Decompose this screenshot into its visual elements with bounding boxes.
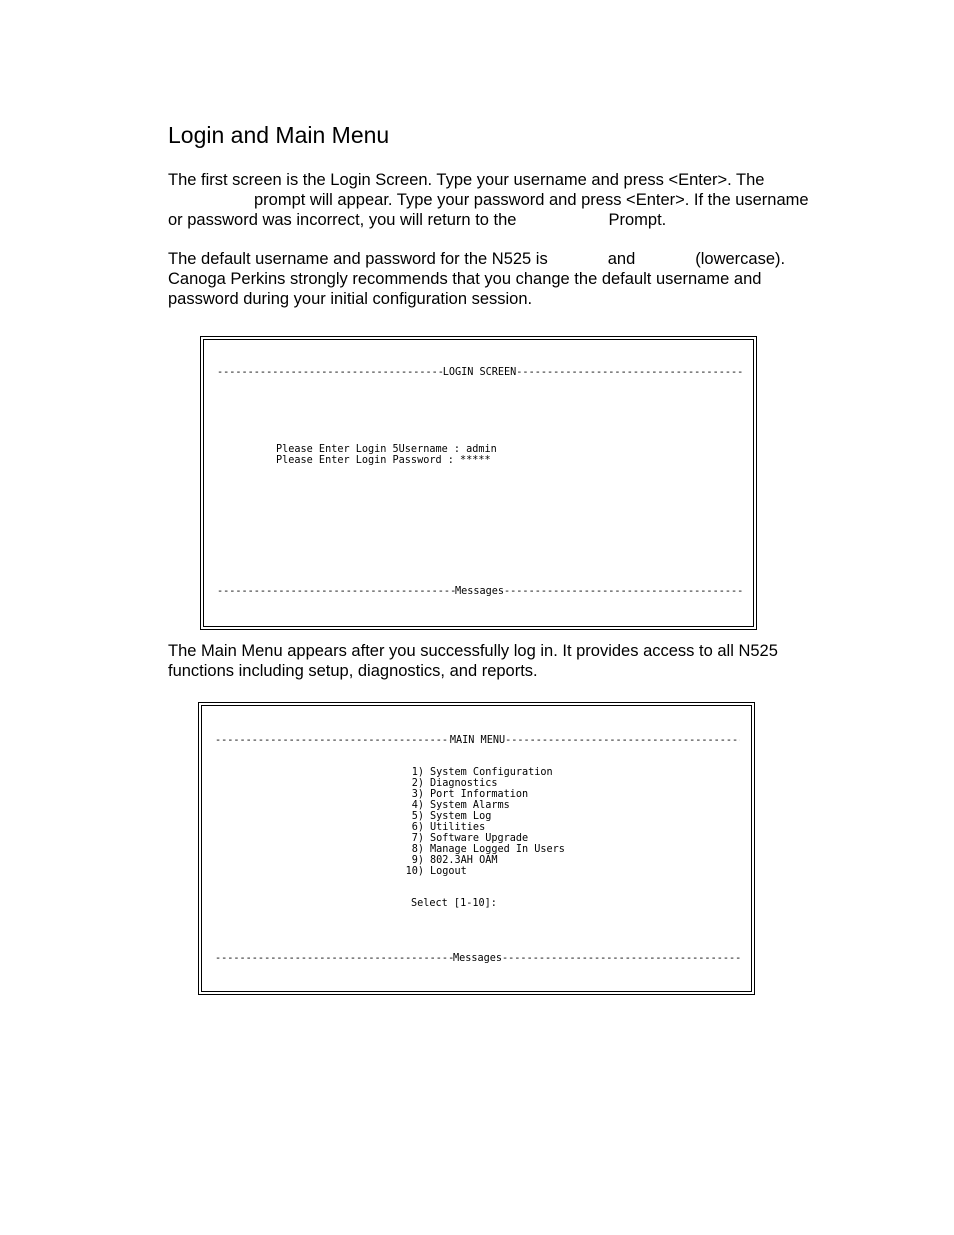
menu-item-number: 4) bbox=[411, 800, 424, 811]
menu-item-number: 6) bbox=[411, 822, 424, 833]
menu-item-label: Utilities bbox=[430, 822, 486, 833]
main-menu-line-2: functions including setup, diagnostics, and reports. bbox=[168, 662, 538, 680]
login-messages-label: Messages bbox=[454, 586, 505, 597]
menu-item-label: Port Information bbox=[430, 789, 529, 800]
intro-line-3-end: Prompt. bbox=[608, 211, 667, 229]
menu-item-label: System Log bbox=[430, 811, 492, 822]
main-menu-title-rule bbox=[215, 735, 740, 746]
login-messages-rule bbox=[217, 586, 742, 597]
login-username-line: Please Enter Login 5Username : admin bbox=[276, 444, 497, 455]
menu-item-number: 7) bbox=[411, 833, 424, 844]
menu-item-label: Logout bbox=[430, 866, 467, 877]
menu-item-label: System Alarms bbox=[430, 800, 510, 811]
intro-line-3-text: or password was incorrect, you will return to the bbox=[168, 211, 517, 229]
login-screen-figure bbox=[200, 336, 757, 630]
intro-line-1: The first screen is the Login Screen. Type your username and press <Enter>. The bbox=[168, 171, 765, 189]
login-screen-title-rule bbox=[217, 367, 742, 378]
menu-item-number: 3) bbox=[411, 789, 424, 800]
intro-line-3 bbox=[168, 210, 809, 230]
menu-item[interactable] bbox=[404, 855, 497, 866]
menu-item-label: Software Upgrade bbox=[430, 833, 529, 844]
main-menu-messages-dashes-right bbox=[502, 953, 740, 964]
default-line-3: password during your initial configuration session. bbox=[168, 290, 533, 308]
menu-item[interactable] bbox=[404, 866, 467, 877]
menu-item[interactable] bbox=[404, 767, 553, 778]
login-password-line: Please Enter Login Password : ***** bbox=[276, 455, 491, 466]
default-line-2: Canoga Perkins strongly recommends that you change the default username and bbox=[168, 270, 762, 288]
menu-item[interactable] bbox=[404, 811, 491, 822]
login-messages-dashes-left bbox=[217, 586, 455, 597]
menu-item-label: 802.3AH OAM bbox=[430, 855, 498, 866]
main-menu-title: MAIN MENU bbox=[449, 735, 506, 746]
default-line-1 bbox=[168, 249, 785, 269]
menu-item-label: System Configuration bbox=[430, 767, 553, 778]
menu-item[interactable] bbox=[404, 789, 528, 800]
intro-paragraph bbox=[168, 170, 809, 230]
intro-line-2 bbox=[168, 190, 809, 210]
main-menu-paragraph bbox=[168, 641, 778, 681]
default-line-1c: (lowercase). bbox=[695, 250, 786, 268]
default-credentials-paragraph bbox=[168, 249, 785, 309]
intro-line-2-text: prompt will appear. Type your password and press <Enter>. If the username bbox=[254, 191, 809, 209]
menu-item[interactable] bbox=[404, 778, 497, 789]
section-heading: Login and Main Menu bbox=[168, 122, 390, 148]
menu-item-label: Manage Logged In Users bbox=[430, 844, 565, 855]
default-line-1b: and bbox=[607, 250, 636, 268]
login-screen-inner-border bbox=[203, 339, 754, 627]
main-menu-line-1: The Main Menu appears after you successfully log in. It provides access to all N525 bbox=[168, 642, 778, 660]
menu-item-label: Diagnostics bbox=[430, 778, 498, 789]
menu-item-number: 9) bbox=[411, 855, 424, 866]
default-line-1a: The default username and password for the N525 is bbox=[168, 250, 548, 268]
menu-item-number: 2) bbox=[411, 778, 424, 789]
main-menu-messages-label: Messages bbox=[452, 953, 503, 964]
menu-item[interactable] bbox=[404, 833, 528, 844]
menu-item-number: 8) bbox=[411, 844, 424, 855]
main-menu-figure bbox=[198, 702, 755, 995]
main-menu-messages-rule bbox=[215, 953, 740, 964]
login-title-dashes-right bbox=[516, 367, 742, 378]
menu-item[interactable] bbox=[404, 822, 485, 833]
main-menu-title-dashes-left bbox=[215, 735, 450, 746]
menu-item-number: 1) bbox=[411, 767, 424, 778]
select-prompt[interactable]: Select [1-10]: bbox=[411, 898, 497, 909]
main-menu-title-dashes-right bbox=[505, 735, 740, 746]
login-title-dashes-left bbox=[217, 367, 443, 378]
login-messages-dashes-right bbox=[504, 586, 742, 597]
menu-item-number: 5) bbox=[411, 811, 424, 822]
menu-item[interactable] bbox=[404, 844, 565, 855]
menu-item[interactable] bbox=[404, 800, 510, 811]
menu-item-number: 10) bbox=[405, 866, 424, 877]
main-menu-messages-dashes-left bbox=[215, 953, 453, 964]
login-screen-title: LOGIN SCREEN bbox=[442, 367, 517, 378]
